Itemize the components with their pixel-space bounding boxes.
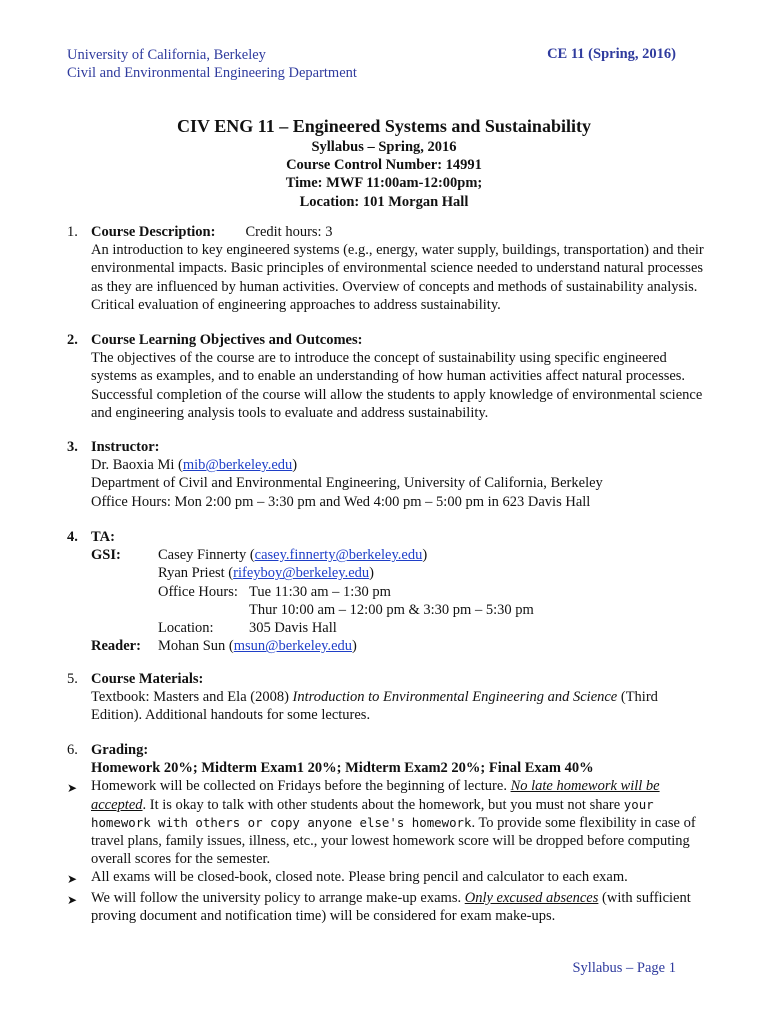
section-number: 2. (67, 332, 78, 348)
course-title: CIV ENG 11 – Engineered Systems and Sustainability (177, 116, 591, 136)
arrow-bullet-icon: ➤ (67, 781, 78, 796)
paren: ) (422, 547, 428, 564)
section-text: The objectives of the course are to introduce the concept of sustainability using specific engineered systems as examples, and to enable an understanding of how human activities affect natural processes. Successful completion of the course will allow the students to apply knowledge of environmental science and engineering analysis tools to evaluate and address sustainability. (91, 350, 703, 421)
office-hours-tue: Tue 11:30 am – 1:30 pm (249, 583, 391, 600)
exam-policy-text: All exams will be closed-book, closed note. Please bring pencil and calculator to each exam. (91, 869, 628, 886)
course-time: Time: MWF 11:00am-12:00pm; (285, 175, 483, 192)
section-heading: Course Materials: (91, 671, 204, 687)
paren: ) (369, 565, 374, 582)
department-name: Civil and Environmental Engineering Department (67, 65, 357, 81)
section-number: 5. (67, 671, 78, 687)
section-heading: Course Learning Objectives and Outcomes: (91, 332, 363, 348)
ta-location: 305 Davis Hall (249, 620, 337, 637)
page-footer: Syllabus – Page 1 (572, 960, 676, 976)
list-item (67, 868, 707, 888)
arrow-bullet-icon: ➤ (67, 892, 78, 907)
university-name: University of California, Berkeley (67, 47, 266, 63)
instructor-line (91, 456, 707, 474)
section-number: 4. (67, 529, 78, 545)
reader (158, 637, 357, 655)
textbook-line (67, 688, 707, 724)
section-number: 3. (67, 439, 78, 455)
grading-breakdown: Homework 20%; Midterm Exam1 20%; Midterm Exam2 20%; Final Exam 40% (91, 760, 594, 777)
reader-email-link[interactable]: msun@berkeley.edu (233, 638, 353, 655)
section-objectives (67, 331, 707, 422)
homework-text-3: . To provide some flexibility in case of travel plans, family issues, illness, etc., your lowest homework score will be dropped before computing overall scores for the semester. (91, 814, 696, 868)
section-number: 1. (67, 224, 78, 240)
section-ta (67, 528, 707, 655)
makeup-text-2: (with sufficient proving document and notification time) will be considered for exam make-ups. (91, 889, 691, 924)
section-number: 6. (67, 742, 78, 758)
office-hours-label: Office Hours: (158, 583, 238, 600)
textbook-suffix: (Third Edition). Additional handouts for some lectures. (91, 689, 658, 724)
section-course-materials (67, 670, 707, 725)
homework-text-2: . It is okay to talk with other students about the homework, but you must not share (142, 796, 624, 813)
paren: ) (292, 457, 298, 474)
arrow-bullet-icon: ➤ (67, 872, 78, 887)
section-instructor (67, 438, 707, 511)
syllabus-term: Syllabus – Spring, 2016 (311, 139, 457, 155)
instructor-name: Dr. Baoxia Mi ( (91, 457, 183, 474)
course-location: Location: 101 Morgan Hall (299, 193, 469, 210)
page-header-left (67, 46, 357, 82)
textbook-prefix: Textbook: Masters and Ela (2008) (91, 689, 293, 706)
homework-text: Homework will be collected on Fridays before the beginning of lecture. (91, 778, 511, 795)
gsi-1-email-link[interactable]: casey.finnerty@berkeley.edu (254, 547, 423, 564)
gsi-1-name: Casey Finnerty ( (158, 547, 255, 564)
section-text: An introduction to key engineered systems (e.g., energy, water supply, buildings, transportation) and their environmental impacts. Basic principles of environmental science needed to understand natural processes as they are influenced by human activities. Overview of concepts and methods of sustainability analysis. Critical evaluation of engineering approaches to address sustainability. (91, 242, 704, 313)
textbook-title: Introduction to Environmental Engineering and Science (292, 689, 618, 706)
no-late-homework: No late homework will be accepted (91, 778, 660, 813)
homework-sharing-text: your homework with others or copy anyone else's homework (91, 796, 654, 830)
gsi-label: GSI: (91, 547, 121, 564)
instructor-email-link[interactable]: mib@berkeley.edu (182, 457, 293, 474)
section-heading: Grading: (91, 742, 149, 758)
gsi-1 (158, 546, 427, 564)
section-grading (67, 741, 707, 925)
section-course-description (67, 223, 707, 314)
paren: ) (352, 638, 357, 655)
office-hours-thur: Thur 10:00 am – 12:00 pm & 3:30 pm – 5:30 pm (249, 601, 534, 618)
makeup-text: We will follow the university policy to arrange make-up exams. (91, 889, 465, 906)
course-code: CE 11 (Spring, 2016) (547, 46, 676, 62)
section-heading: Instructor: (91, 439, 160, 455)
title-block (0, 114, 768, 211)
course-control-number: Course Control Number: 14991 (286, 157, 482, 174)
instructor-office-hours: Office Hours: Mon 2:00 pm – 3:30 pm and Wed 4:00 pm – 5:00 pm in 623 Davis Hall (91, 493, 591, 510)
instructor-department: Department of Civil and Environmental Engineering, University of California, Berkeley (91, 475, 603, 492)
reader-label: Reader: (91, 638, 141, 655)
section-heading: Course Description: (91, 224, 216, 240)
excused-absences: Only excused absences (464, 889, 599, 906)
location-label: Location: (158, 620, 214, 637)
gsi-2-email-link[interactable]: rifeyboy@berkeley.edu (233, 565, 370, 582)
gsi-2 (91, 564, 707, 582)
list-item (67, 889, 707, 925)
credit-hours: Credit hours: 3 (245, 224, 333, 240)
section-heading: TA: (91, 529, 115, 545)
gsi-2-name: Ryan Priest ( (158, 565, 234, 582)
grading-bullets (67, 777, 707, 925)
list-item (67, 777, 707, 868)
reader-name: Mohan Sun ( (158, 638, 234, 655)
